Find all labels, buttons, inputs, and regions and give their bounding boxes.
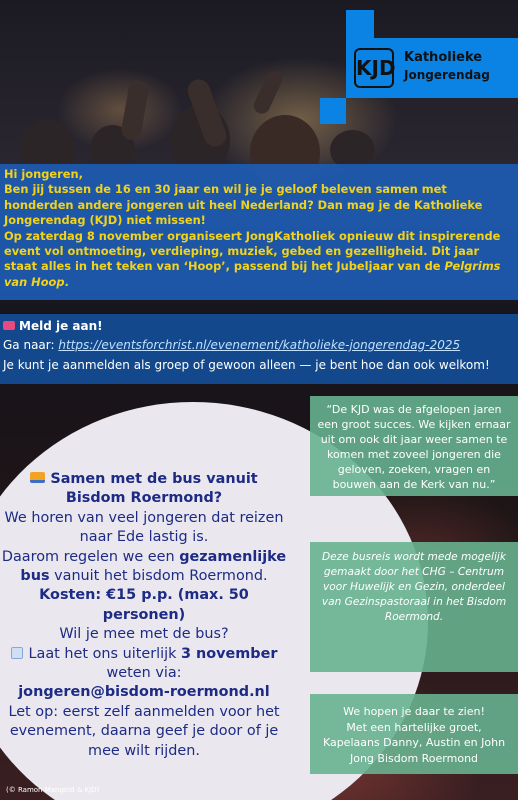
- greeting-box: [310, 694, 518, 774]
- kjd-logo: [346, 38, 518, 98]
- bus-deadline-end: weten via:: [106, 665, 182, 682]
- calendar-icon: [11, 647, 23, 659]
- greeting-line1: We hopen je daar te zien!: [343, 705, 485, 718]
- greeting-line2: Met een hartelijke groet,: [346, 720, 482, 734]
- bus-question: Wil je mee met de bus?: [59, 626, 229, 643]
- kjd-logo-mark: KJD: [354, 48, 394, 88]
- intro-paragraph2-end: .: [64, 274, 69, 289]
- bus-cost: Kosten: €15 p.p. (max. 50 personen): [39, 587, 249, 623]
- register-box: [0, 314, 518, 384]
- ticket-icon: [3, 321, 15, 330]
- bus-deadline-bold: 3 november: [181, 645, 278, 662]
- intro-pelgrims: Pelgrims van Hoop: [4, 259, 501, 289]
- logo-name-line1: Katholieke: [404, 50, 483, 65]
- logo-block: [320, 98, 346, 124]
- register-heading: [3, 317, 513, 335]
- bus-line2: [0, 548, 288, 587]
- register-note: Je kunt je aanmelden als groep of gewoon alleen — je bent hoe dan ook welkom!: [3, 358, 490, 372]
- register-goto: [3, 335, 513, 355]
- intro-paragraph1: Ben jij tussen de 16 en 30 jaar en wil je je geloof beleven samen met honderden andere jongeren uit heel Nederland? Dan mag je de Katholieke Jongerendag (KJD) niet missen!: [4, 182, 483, 228]
- intro-greeting: Hi jongeren,: [4, 167, 83, 181]
- photo-credit: (© Ramon Mangold & KJD): [6, 786, 100, 794]
- bus-title: [0, 470, 288, 509]
- photo-raised-hand: [251, 69, 285, 117]
- bus-deadline-start: Laat het ons uiterlijk: [28, 645, 182, 662]
- bus-info: [0, 470, 288, 761]
- logo-name-line2: Jongerendag: [404, 68, 490, 82]
- bus-email[interactable]: jongeren@bisdom-roermond.nl: [18, 684, 270, 701]
- bus-line2-start: Daarom regelen we een: [1, 548, 180, 565]
- register-heading-text: Meld je aan!: [19, 319, 103, 333]
- goto-label: Ga naar:: [3, 338, 59, 352]
- bus-line1: We horen van veel jongeren dat reizen naar Ede lastig is.: [4, 509, 284, 546]
- bus-icon: [30, 472, 45, 483]
- bus-deadline: [0, 645, 288, 684]
- logo-block: [346, 10, 374, 38]
- intro-box: [0, 164, 518, 300]
- intro-paragraph2: [4, 229, 512, 291]
- greeting-line4: Jong Bisdom Roermond: [349, 751, 479, 765]
- bus-line2-bold: gezamenlijke bus: [20, 548, 287, 585]
- register-link[interactable]: https://eventsforchrist.nl/evenement/katholieke-jongerendag-2025: [58, 338, 461, 352]
- bus-title-text: Samen met de bus vanuit Bisdom Roermond?: [50, 471, 258, 507]
- bus-note: Let op: eerst zelf aanmelden voor het evenement, daarna geef je door of je mee wilt rijden.: [8, 703, 280, 759]
- photo-raised-hand: [120, 79, 150, 142]
- bus-line2-end: vanuit het bisdom Roermond.: [49, 568, 268, 585]
- greeting-line3: Kapelaans Danny, Austin en John: [322, 736, 506, 750]
- sponsor-box: Deze busreis wordt mede mogelijk gemaakt door het CHG – Centrum voor Huwelijk en Gezin, onderdeel van Gezinspastoraal in het Bisdom Roermond.: [310, 542, 518, 672]
- quote-box: “De KJD was de afgelopen jaren een groot succes. We kijken ernaar uit om ook dit jaar weer samen te komen met zoveel jongeren die geloven, zoeken, vragen en bouwen aan de Kerk van nu.”: [310, 396, 518, 496]
- intro-paragraph2-text: Op zaterdag 8 november organiseert JongKatholiek opnieuw dit inspirerende event vol ontmoeting, verdieping, muziek, gebed en gezelligheid. Dit jaar staat alles in het teken van ‘Hoop’, passend bij het Jubeljaar van de: [4, 228, 501, 274]
